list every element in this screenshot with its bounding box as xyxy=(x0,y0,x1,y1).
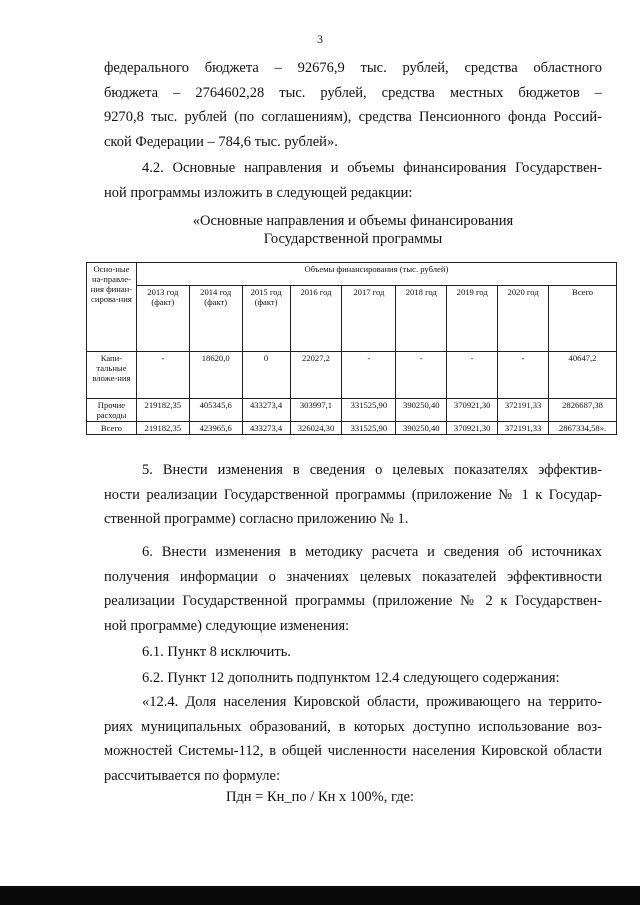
item-6-2-paragraph xyxy=(104,666,602,691)
row-label: Прочие расходы xyxy=(87,399,137,422)
text-line: 9270,8 тыс. рублей (по соглашениям), средства Пенсионного фонда Россий- xyxy=(104,109,602,125)
item-6-1-paragraph xyxy=(104,640,602,665)
table-cell: 22027,2 xyxy=(290,352,342,399)
table-cell: 219182,35 xyxy=(136,399,189,422)
column-header: 2020 год xyxy=(498,286,549,352)
scan-edge-bar xyxy=(0,886,640,905)
intro-paragraph xyxy=(104,56,602,154)
table-cell: 390250,40 xyxy=(396,422,447,435)
item-12-4-paragraph xyxy=(104,690,602,788)
table-cell: 40647,2 xyxy=(549,352,617,399)
table-cell: 390250,40 xyxy=(396,399,447,422)
table-row xyxy=(87,399,617,422)
text-line: можностей Системы-112, в общей численности населения Кировской области xyxy=(104,743,602,759)
row-label: Капи-тальные вложе-ния xyxy=(87,352,137,399)
corner-header: Осно-ные на-правле-ния финан-сирова-ния xyxy=(87,263,137,352)
table-cell: 326024,30 xyxy=(290,422,342,435)
table-cell: - xyxy=(447,352,498,399)
formula: Пдн = Кн_по / Кн x 100%, где: xyxy=(225,789,415,805)
column-header: 2016 год xyxy=(290,286,342,352)
text-line: риях муниципальных образований, в которых доступно использование воз- xyxy=(104,718,602,735)
column-header: Всего xyxy=(549,286,617,352)
table-cell: 331525,90 xyxy=(342,422,396,435)
table-title-line: «Основные направления и объемы финансирования xyxy=(192,213,514,229)
text-line: федерального бюджета – 92676,9 тыс. рублей, средства областного xyxy=(104,60,602,76)
table-cell: 2826687,38 xyxy=(549,399,617,422)
table-row xyxy=(87,422,617,435)
table-cell: 2867334,58». xyxy=(549,422,617,435)
text-line: ственной программе) согласно приложению № 1. xyxy=(104,511,409,527)
table-cell: 372191,33 xyxy=(498,399,549,422)
text-line: 6. Внести изменения в методику расчета и сведения об источниках xyxy=(142,544,602,560)
text-line: бюджета – 2764602,28 тыс. рублей, средства местных бюджетов – xyxy=(104,84,602,101)
text-line: ности реализации Государственной программы (приложение № 1 к Государ- xyxy=(104,486,602,503)
row-label: Всего xyxy=(87,422,137,435)
column-header: 2018 год xyxy=(396,286,447,352)
table-cell: 0 xyxy=(242,352,290,399)
column-header: 2015 год (факт) xyxy=(242,286,290,352)
text-line: рассчитывается по формуле: xyxy=(104,767,280,784)
table-cell: 405345,6 xyxy=(189,399,242,422)
text-line: получения информации о значениях целевых показателей эффективности xyxy=(104,568,602,585)
item-5-paragraph xyxy=(104,458,602,532)
table-cell: 433273,4 xyxy=(242,399,290,422)
table-cell: - xyxy=(498,352,549,399)
section-4-2-paragraph xyxy=(104,156,602,205)
table-cell: - xyxy=(342,352,396,399)
table-cell: 372191,33 xyxy=(498,422,549,435)
text-line: реализации Государственной программы (приложение № 2 к Государствен- xyxy=(104,593,602,609)
page-number: 3 xyxy=(317,32,323,46)
column-header: 2013 год (факт) xyxy=(136,286,189,352)
item-6-paragraph xyxy=(104,540,602,638)
table-cell: - xyxy=(136,352,189,399)
text-line: ной программе) следующие изменения: xyxy=(104,617,350,634)
table-title-line: Государственной программы xyxy=(263,231,443,247)
text-line: 6.2. Пункт 12 дополнить подпунктом 12.4 следующего содержания: xyxy=(142,670,560,686)
table-cell: 331525,90 xyxy=(342,399,396,422)
group-header: Объемы финансирования (тыс. рублей) xyxy=(136,263,616,286)
table-cell: 433273,4 xyxy=(242,422,290,435)
table-cell: 370921,30 xyxy=(447,422,498,435)
table-cell: 18620,0 xyxy=(189,352,242,399)
table-cell: 423965,6 xyxy=(189,422,242,435)
table-cell: - xyxy=(396,352,447,399)
financing-table xyxy=(86,262,617,435)
text-line: 4.2. Основные направления и объемы финансирования Государствен- xyxy=(142,160,602,176)
table-cell: 303997,1 xyxy=(290,399,342,422)
table-cell: 370921,30 xyxy=(447,399,498,422)
text-line: ной программы изложить в следующей редакции: xyxy=(104,184,413,201)
text-line: 5. Внести изменения в сведения о целевых показателях эффектив- xyxy=(142,462,602,478)
column-header: 2019 год xyxy=(447,286,498,352)
table-row xyxy=(87,352,617,399)
column-header: 2014 год (факт) xyxy=(189,286,242,352)
text-line: 6.1. Пункт 8 исключить. xyxy=(142,644,291,660)
table-title xyxy=(104,212,602,248)
text-line: «12.4. Доля населения Кировской области, проживающего на террито- xyxy=(142,694,602,710)
table-cell: 219182,35 xyxy=(136,422,189,435)
column-header: 2017 год xyxy=(342,286,396,352)
text-line: ской Федерации – 784,6 тыс. рублей». xyxy=(104,133,338,150)
